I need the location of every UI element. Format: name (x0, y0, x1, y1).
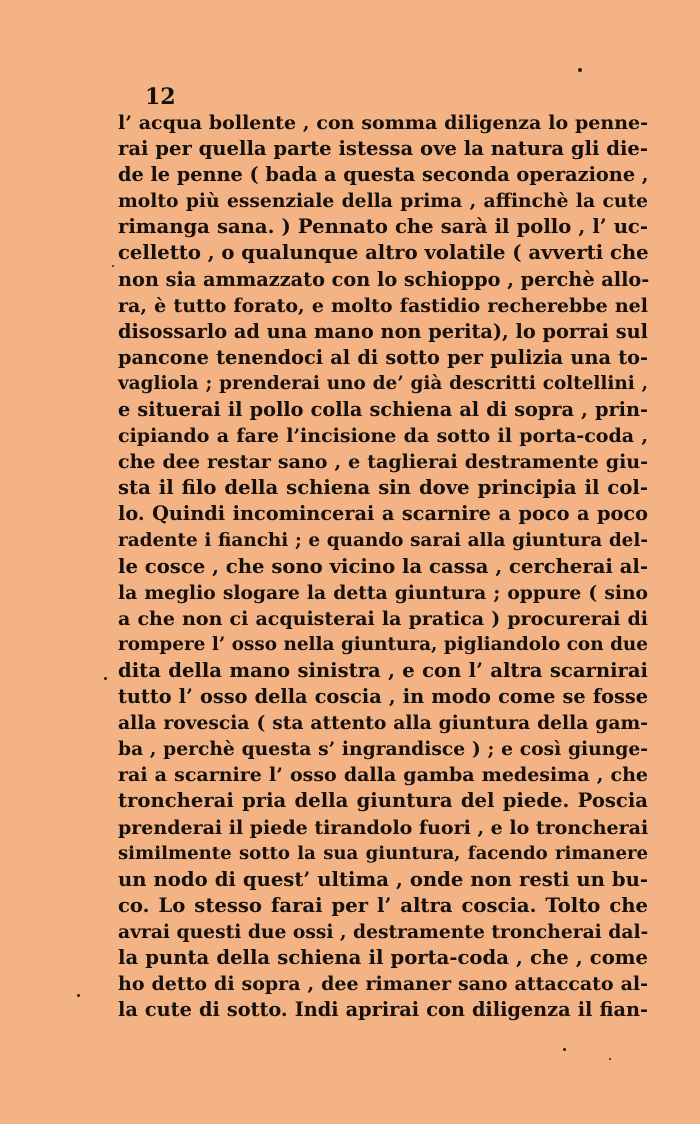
text-line: la punta della schiena il porta-coda , che , come (118, 946, 648, 969)
text-line: ra, è tutto forato, e molto fastidio recherebbe nel (118, 294, 648, 317)
text-line: vagliola ; prenderai uno de’ già descritti coltellini , (118, 372, 648, 394)
text-line: non sia ammazzato con lo schioppo , perchè allo- (118, 267, 650, 291)
text-line: troncherai pria della giuntura del piede. Poscia (118, 789, 648, 813)
text-line: le cosce , che sono vicino la cassa , cercherai al- (118, 554, 648, 578)
text-line: similmente sotto la sua giuntura, facendo rimanere (118, 842, 648, 864)
text-line: tutto l’ osso della coscia , in modo come se fosse (118, 685, 648, 709)
text-line: avrai questi due ossi , destramente troncherai dal- (118, 920, 649, 943)
text-line: co. Lo stesso farai per l’ altra coscia. Tolto che (118, 893, 648, 917)
text-line: a che non ci acquisterai la pratica ) procurerai di (118, 607, 648, 630)
text-line: molto più essenziale della prima , affinchè la cute (118, 190, 648, 213)
text-line: alla rovescia ( sta attento alla giuntura della gam- (118, 712, 648, 735)
text-line: rai a scarnire l’ osso dalla gamba medesima , che (118, 764, 648, 787)
page-number: 12 (145, 84, 176, 110)
text-line: l’ acqua bollente , con somma diligenza lo penne- (118, 112, 648, 134)
text-line: che dee restar sano , e taglierai destramente giu- (118, 451, 648, 474)
text-line: radente i fianchi ; e quando sarai alla giuntura del- (118, 529, 648, 551)
text-line: dita della mano sinistra , e con l’ altra scarnirai (118, 658, 648, 682)
text-line: rimanga sana. ) Pennato che sarà il pollo , l’ uc- (118, 215, 648, 239)
text-line: de le penne ( bada a questa seconda operazione , (118, 163, 649, 187)
text-line: celletto , o qualunque altro volatile ( avverti che (118, 241, 649, 265)
body-text (118, 110, 648, 1023)
text-line: rompere l’ osso nella giuntura, pigliandolo con due (118, 633, 648, 655)
paper-speck (609, 1058, 611, 1060)
text-line: ba , perchè questa s’ ingrandisce ) ; e così giunge- (118, 738, 648, 761)
text-line: lo. Quindi incomincerai a scarnire a poco a poco (118, 502, 648, 526)
paper-speck (563, 1048, 566, 1051)
paper-speck (578, 68, 582, 72)
paper-speck (77, 994, 80, 997)
paper-speck (104, 677, 107, 680)
text-line: rai per quella parte istessa ove la natura gli die- (118, 137, 648, 161)
text-line: cipiando a fare l’incisione da sotto il porta-coda , (118, 425, 648, 448)
text-line: la cute di sotto. Indi aprirai con diligenza il fian- (118, 998, 648, 1022)
text-line: e situerai il pollo colla schiena al di sopra , prin- (118, 398, 648, 422)
text-line: sta il filo della schiena sin dove principia il col- (118, 476, 648, 500)
text-line: la meglio slogare la detta giuntura ; oppure ( sino (118, 581, 648, 604)
text-line: ho detto di sopra , dee rimaner sano attaccato al- (118, 973, 648, 996)
paper-speck (112, 265, 114, 267)
text-line: prenderai il piede tirandolo fuori , e lo troncherai (118, 816, 649, 839)
text-line: pancone tenendoci al di sotto per pulizia una to- (118, 345, 648, 369)
text-line: disossarlo ad una mano non perita), lo porrai sul (118, 319, 648, 343)
text-line: un nodo di quest’ ultima , onde non resti un bu- (118, 867, 648, 891)
